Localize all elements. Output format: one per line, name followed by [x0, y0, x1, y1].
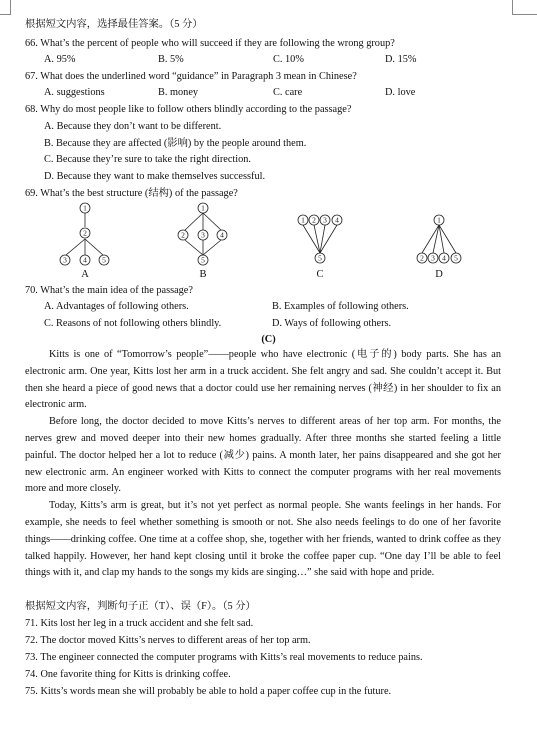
- svg-text:3: 3: [63, 255, 67, 265]
- svg-text:4: 4: [442, 253, 446, 263]
- q68-option-c: C. Because they’re sure to take the right direction.: [44, 154, 252, 165]
- passage-c-body: [25, 347, 501, 582]
- svg-text:1: 1: [437, 215, 441, 225]
- q66-option-c: C. 10%: [273, 54, 304, 65]
- svg-text:1: 1: [83, 203, 87, 213]
- passage-c-paragraph-2: Before long, the doctor decided to move Kitts’s nerves to different areas of her top arm. For months, the nerves grew and moved deeper into their new homes gradually. After three months she started feeling a little painful. The doctor helped her a lot to reduce (减少) pains. A month later, her pains disappeared and she got her new electronic arm. An engineer worked with Kitts to connect the computer programs with her real movements more and more closely.: [25, 416, 501, 495]
- tf-item-73: 73. The engineer connected the computer programs with Kitts’s real movements to reduce pains.: [25, 652, 423, 663]
- page-corner-mark-left: [0, 0, 11, 15]
- passage-c-paragraph-1: Kitts is one of “Tomorrow’s people”——people who have electronic (电子的) body parts. She has an electronic arm. One year, Kitts lost her arm in a truck accident. She felt angry and sad. She couldn’t accept it. But then she heard a piece of good news that a doctor could use her remaining nerves (神经) in her shoulder to fix an electronic arm.: [25, 349, 501, 411]
- svg-text:5: 5: [102, 255, 106, 265]
- section2-header: 根据短文内容，判断句子正（T）、误（F）。（5 分）: [25, 601, 256, 612]
- q70-stem: 70. What’s the main idea of the passage?: [25, 285, 193, 296]
- svg-text:1: 1: [301, 215, 305, 225]
- svg-text:3: 3: [201, 230, 205, 240]
- structure-diagram-d: [417, 215, 461, 263]
- tf-item-71: 71. Kits lost her leg in a truck accident and she felt sad.: [25, 618, 254, 629]
- svg-text:5: 5: [201, 255, 205, 265]
- q70-option-c: C. Reasons of not following others blindly.: [44, 318, 222, 329]
- svg-text:1: 1: [201, 203, 205, 213]
- svg-text:4: 4: [335, 215, 339, 225]
- svg-text:5: 5: [454, 253, 458, 263]
- diagram-label-d: D: [435, 269, 443, 280]
- q68-stem: 68. Why do most people like to follow others blindly according to the passage?: [25, 104, 352, 115]
- svg-text:3: 3: [431, 253, 435, 263]
- section1-header: 根据短文内容，选择最佳答案。（5 分）: [25, 19, 203, 30]
- svg-text:4: 4: [220, 230, 224, 240]
- diagram-label-c: C: [316, 269, 324, 280]
- passage-c-title: (C): [261, 334, 276, 345]
- q69-stem: 69. What’s the best structure (结构) of the passage?: [25, 188, 238, 199]
- q67-option-d: D. love: [385, 87, 416, 98]
- diagram-label-a: A: [81, 269, 89, 280]
- svg-text:2: 2: [312, 215, 316, 225]
- tf-item-74: 74. One favorite thing for Kitts is drinking coffee.: [25, 669, 231, 680]
- q70-option-d: D. Ways of following others.: [272, 318, 392, 329]
- q66-option-a: A. 95%: [44, 54, 76, 65]
- q67-option-a: A. suggestions: [44, 87, 105, 98]
- q66-option-d: D. 15%: [385, 54, 417, 65]
- q68-option-b: B. Because they are affected (影响) by the people around them.: [44, 138, 307, 149]
- q66-stem: 66. What’s the percent of people who will succeed if they are following the wrong group?: [25, 38, 395, 49]
- q67-stem: 67. What does the underlined word “guidance” in Paragraph 3 mean in Chinese?: [25, 71, 357, 82]
- q67-option-b: B. money: [158, 87, 199, 98]
- structure-diagram-a: [60, 203, 109, 265]
- tf-item-75: 75. Kitts’s words mean she will probably be able to hold a paper coffee cup in the future.: [25, 686, 392, 697]
- passage-c-paragraph-3: Today, Kitts’s arm is great, but it’s not yet perfect as normal people. She wants feelings in her hands. For example, she needs to feel whether something is smooth or not. She also needs feelings to do one of her favorite things——drinking coffee. One time at a coffee shop, she, together with her friends, wanted to drink coffee as they talked happily. However, her hand kept closing until it broke the coffee paper cup. “One day I’ll be able to feel things with it, and clap my hands to the songs my kids are singing…” she said with hope and pride.: [25, 500, 501, 579]
- structure-diagram-b: [178, 203, 227, 265]
- page-corner-mark-right: [512, 0, 537, 15]
- q66-option-b: B. 5%: [158, 54, 184, 65]
- svg-text:2: 2: [83, 228, 87, 238]
- svg-text:3: 3: [323, 215, 327, 225]
- q68-option-a: A. Because they don’t want to be different.: [44, 121, 222, 132]
- q70-option-a: A. Advantages of following others.: [44, 301, 189, 312]
- svg-text:2: 2: [420, 253, 424, 263]
- diagram-label-b: B: [199, 269, 207, 280]
- structure-diagrams: [0, 200, 537, 282]
- q67-option-c: C. care: [273, 87, 303, 98]
- svg-text:5: 5: [318, 253, 322, 263]
- q70-option-b: B. Examples of following others.: [272, 301, 409, 312]
- svg-text:4: 4: [83, 255, 87, 265]
- structure-diagram-c: [298, 215, 342, 263]
- q68-option-d: D. Because they want to make themselves successful.: [44, 171, 266, 182]
- svg-text:2: 2: [181, 230, 185, 240]
- tf-item-72: 72. The doctor moved Kitts’s nerves to different areas of her top arm.: [25, 635, 311, 646]
